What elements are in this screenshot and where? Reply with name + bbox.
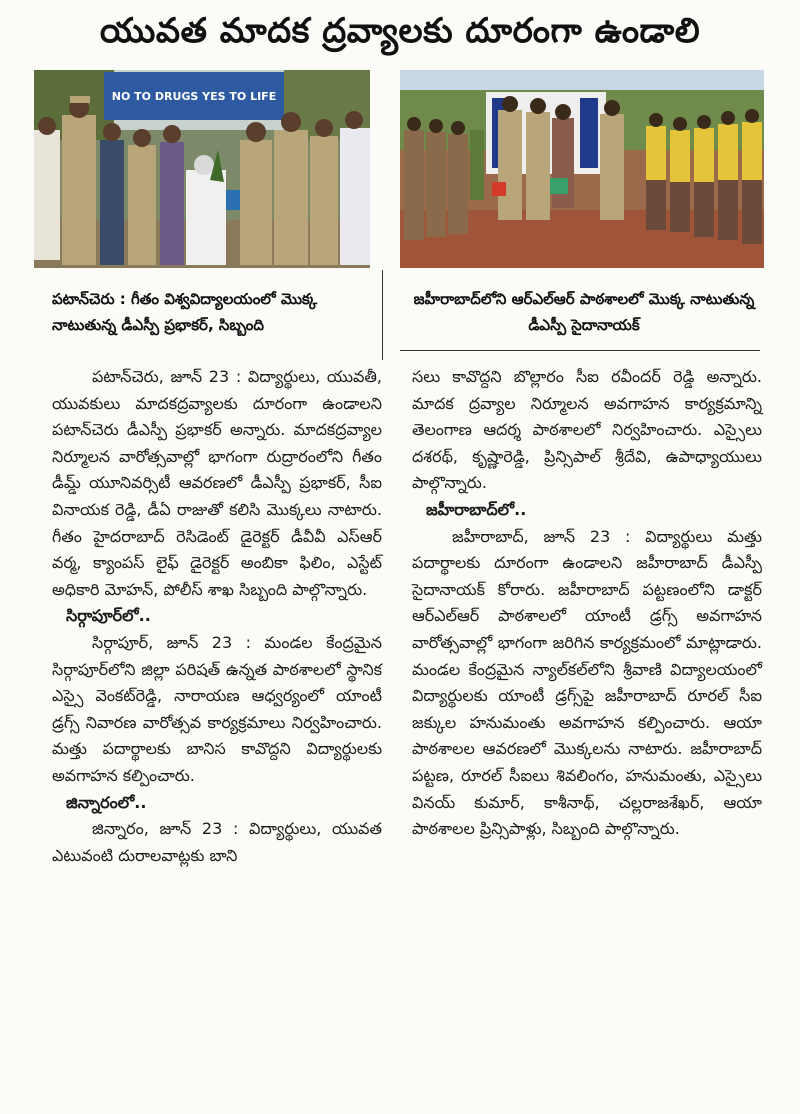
photo-left-plantation-geetham [34,70,370,268]
article-paragraph: జిన్నారం, జూన్ 23 : విద్యార్థులు, యువత ఎటువంటి దురాలవాట్లకు బాని [52,819,382,865]
article-subheading: జహీరాబాద్‌లో.. [426,499,527,519]
photo-caption-left: పటాన్‌చెరు : గీతం విశ్వవిద్యాలయంలో మొక్క నాటుతున్న డీఎస్పీ ప్రభాకర్, సిబ్బంది [52,290,318,334]
headline: యువత మాదక ద్రవ్యాలకు దూరంగా ఉండాలి [99,11,701,51]
article-subheading: జిన్నారంలో.. [66,792,147,812]
article-paragraph: సలు కావొద్దని బొల్లారం సీఐ రవీందర్ రెడ్డి అన్నారు. మాదక ద్రవ్యాల నిర్మూలన అవగాహన కార్యక్రమాన్ని తెలంగాణ ఆదర్శ పాఠశాలలో నిర్వహించారు. ఎస్సైలు దశరథ్, కృష్ణారెడ్డి, ప్రిన్సిపాల్ శ్రీదేవి, ఉపాధ్యాయులు పాల్గొన్నారు. [412,367,762,493]
photo-caption-right: జహీరాబాద్‌లోని ఆర్‌ఎల్‌ఆర్ పాఠశాలలో మొక్క నాటుతున్న డీఎస్పీ సైదానాయక్ [413,290,755,334]
article-subheading: సిర్గాపూర్‌లో.. [66,606,151,626]
article-paragraph: జహీరాబాద్, జూన్ 23 : విద్యార్థులు మత్తు పదార్థాలకు దూరంగా ఉండాలని జహీరాబాద్ డీఎస్పీ సైదానాయక్ కోరారు. జహీరాబాద్ పట్టణంలోని డాక్టర్ ఆర్‌ఎల్‌ఆర్ పాఠశాలలో యాంటీ డ్రగ్స్ అవగాహన వారోత్సవాల్లో భాగంగా జరిగిన కార్యక్రమంలో మాట్లాడారు. మండల కేంద్రమైన న్యాల్‌కల్‌లోని శ్రీవాణి విద్యాలయంలో విద్యార్థులకు యాంటీ డ్రగ్స్‌పై జహీరాబాద్ రూరల్ సీఐ జక్కుల హనుమంతు అవగాహన కల్పించారు. ఆయా పాఠశాలల ఆవరణలో మొక్కలను నాటారు. జహీరాబాద్ పట్టణ, రూరల్ సీఐలు శివలింగం, హనుమంతు, ఎస్సైలు వినయ్ కుమార్, కాశీనాథ్, చల్లరాజశేఖర్, ఆయా పాఠశాలల ప్రిన్సిపాళ్లు, సిబ్బంది పాల్గొన్నారు. [412,526,762,839]
column-divider [382,270,383,360]
article-column-right [412,364,762,843]
article-paragraph: పటాన్‌చెరు, జూన్ 23 : విద్యార్థులు, యువతీ, యువకులు మాదకద్రవ్యాలకు దూరంగా ఉండాలని పటాన్‌చెరు డీఎస్పీ ప్రభాకర్ అన్నారు. మాదకద్రవ్యాల నిర్మూలన వారోత్సవాల్లో భాగంగా రుద్రారంలోని గీతం డీమ్డ్ యూనివర్సిటీ ఆవరణలో డీఎస్పీ ప్రభాకర్, సీఐ వినాయక రెడ్డి, డీఏ రాజుతో కలిసి మొక్కలు నాటారు. గీతం హైదరాబాద్ రెసిడెంట్ డైరెక్టర్ డీవీవీ ఎస్‌ఆర్ వర్మ, క్యాంపస్ లైఫ్ డైరెక్టర్ అంబికా ఫిలిం, ఎస్టేట్ అధికారి మోహన్, పోలీస్ శాఖ సిబ్బంది పాల్గొన్నారు. [52,367,382,599]
students-left [404,117,468,240]
banner-text: NO TO DRUGS YES TO LIFE [111,90,277,103]
caption-underline [400,350,760,351]
officers-center [498,96,624,220]
photo-right-plantation-school [400,70,764,268]
article-column-left [52,364,382,869]
students-right [646,109,762,244]
photo-right-illustration [400,70,764,268]
photo-left-illustration [34,70,370,268]
article-paragraph: సిర్గాపూర్, జూన్ 23 : మండల కేంద్రమైన సిర్గాపూర్‌లోని జిల్లా పరిషత్ ఉన్నత పాఠశాలలో స్థానిక ఎస్సై వెంకట్‌రెడ్డి, నారాయణ ఆధ్వర్యంలో యాంటీ డ్రగ్స్ నివారణ వారోత్సవ కార్యక్రమాలు నిర్వహించారు. మత్తు పదార్థాలకు బానిస కావొద్దని విద్యార్థులకు అవగాహన కల్పించారు. [52,632,382,785]
